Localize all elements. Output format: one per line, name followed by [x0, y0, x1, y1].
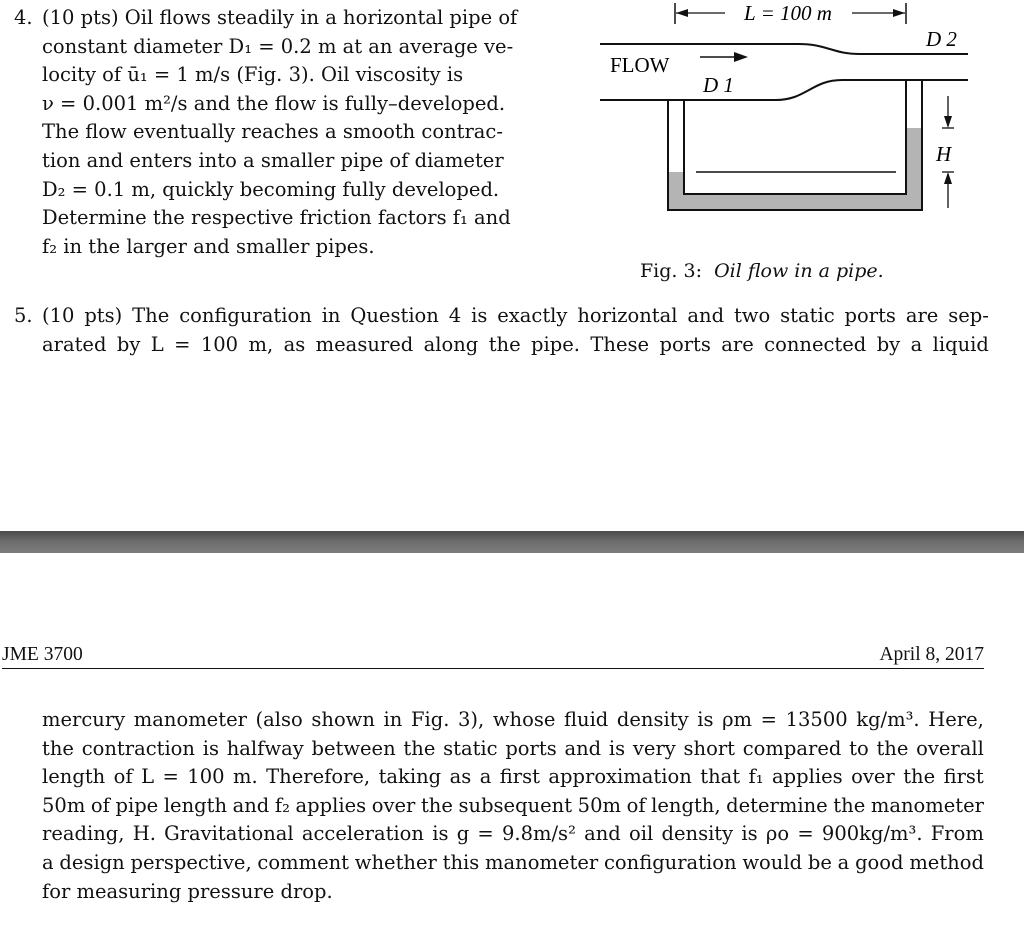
word: be	[807, 850, 832, 874]
word: and	[564, 736, 602, 760]
word: L	[150, 332, 164, 356]
word: oil	[629, 822, 654, 846]
q4-text-line: (10 pts) Oil flows steadily in a horizontal pipe of	[42, 6, 518, 29]
word: kg/m³.	[856, 708, 920, 731]
word: fluid	[564, 708, 609, 731]
word: applies	[772, 765, 843, 789]
word: taking	[378, 765, 442, 789]
word: compared	[742, 736, 842, 760]
word: applies	[295, 793, 367, 817]
word: in	[321, 304, 341, 327]
word: m.	[232, 765, 258, 789]
h-arrow-up-icon	[944, 172, 952, 184]
course-code: JME 3700	[2, 644, 83, 665]
word: manometer	[870, 793, 984, 817]
word: The	[132, 304, 170, 327]
word: =	[760, 708, 777, 731]
caption-text: Oil flow in a pipe.	[714, 260, 884, 282]
word: 100	[200, 332, 239, 356]
pipe-diagram-svg	[570, 0, 1010, 260]
word: in	[383, 708, 403, 731]
word: design	[59, 850, 125, 874]
word: (10	[42, 304, 75, 327]
q4-line	[14, 4, 544, 33]
word: Gravitational	[164, 822, 294, 846]
word: L	[141, 765, 155, 789]
word: pipe	[115, 793, 159, 817]
h-label: H	[936, 142, 952, 166]
word: exactly	[497, 304, 568, 327]
q4-number: 4.	[14, 6, 33, 29]
word: =	[162, 765, 179, 789]
word: length	[42, 765, 106, 789]
word: the	[42, 736, 74, 760]
word: horizontal	[577, 304, 678, 327]
word: the	[403, 736, 436, 760]
figure-caption	[640, 260, 884, 282]
word: ports	[844, 304, 896, 327]
paragraph-line	[42, 763, 984, 792]
word: halfway	[226, 736, 304, 760]
word: is	[432, 822, 449, 846]
figure-3-pipe-diagram	[570, 0, 1010, 264]
paragraph-line	[42, 849, 984, 878]
word: f₂	[274, 793, 290, 817]
word: the	[876, 736, 909, 760]
d2-label: D 2	[926, 27, 957, 51]
word: between	[311, 736, 396, 760]
word: of	[90, 793, 110, 817]
word: perspective,	[130, 850, 252, 874]
word: shown	[311, 708, 375, 731]
word: length,	[651, 793, 721, 817]
word: a	[837, 850, 850, 874]
word: and	[687, 304, 725, 327]
word: m,	[248, 332, 274, 356]
word: density	[661, 822, 734, 846]
word: 900kg/m³.	[821, 822, 923, 846]
word: two	[733, 304, 771, 327]
q4-line: f₂ in the larger and smaller pipes.	[42, 234, 375, 258]
word: mercury	[42, 708, 126, 731]
paragraph-line	[42, 735, 984, 764]
word: of	[113, 765, 133, 789]
word: a	[42, 850, 54, 874]
word: very	[632, 736, 676, 760]
word: ports	[505, 736, 557, 760]
word: short	[683, 736, 736, 760]
page-break-divider	[0, 531, 1024, 553]
word: by	[116, 332, 141, 356]
word: for measuring pressure drop.	[42, 879, 333, 903]
word: first	[943, 765, 984, 789]
word: the	[903, 765, 936, 789]
word: would	[742, 850, 803, 874]
word: density	[616, 708, 689, 731]
word: These	[590, 332, 650, 356]
manometer-inner-space	[684, 128, 906, 194]
word: that	[700, 765, 741, 789]
word: whether	[354, 850, 437, 874]
q4-line: D₂ = 0.1 m, quickly becoming fully developed.	[42, 177, 500, 201]
word: along	[423, 332, 479, 356]
q5-number: 5.	[14, 304, 33, 327]
word: measured	[315, 332, 414, 356]
word: 4	[448, 304, 462, 327]
word: are	[721, 332, 754, 356]
word: pts)	[84, 304, 123, 327]
word: a	[910, 332, 923, 356]
word: is	[608, 736, 626, 760]
word: is	[471, 304, 488, 327]
header-date: April 8, 2017	[879, 644, 984, 665]
word: configuration	[179, 304, 312, 327]
word: a	[479, 765, 492, 789]
word: the	[488, 332, 521, 356]
word: first	[499, 765, 540, 789]
word: subsequent	[458, 793, 573, 817]
word: is	[202, 736, 219, 760]
paragraph-line	[42, 792, 984, 821]
word: the	[833, 793, 866, 817]
q4-line: ν = 0.001 m²/s and the flow is fully–developed.	[42, 91, 506, 115]
word: length	[163, 793, 228, 817]
page-header	[2, 644, 984, 669]
word: by	[876, 332, 901, 356]
word: over	[851, 765, 895, 789]
pipe-bottom-wall	[600, 80, 968, 100]
flow-arrow-icon	[734, 52, 748, 62]
caption-prefix: Fig. 3:	[640, 260, 702, 282]
word: Fig.	[410, 708, 450, 731]
word: Therefore,	[266, 765, 371, 789]
word: acceleration	[301, 822, 424, 846]
word: 13500	[785, 708, 848, 731]
word: manometer	[133, 708, 247, 731]
word: H.	[132, 822, 156, 846]
word: 50m	[42, 793, 86, 817]
word: 100	[187, 765, 225, 789]
word: manometer	[485, 850, 599, 874]
paragraph-line	[42, 706, 984, 735]
word: 9.8m/s²	[501, 822, 576, 846]
word: are	[905, 304, 939, 327]
mercury-right-fill	[906, 128, 922, 210]
word: g	[456, 822, 470, 846]
word: =	[477, 822, 494, 846]
word: pipe.	[531, 332, 580, 356]
flow-label: FLOW	[610, 53, 670, 77]
paragraph-line	[42, 820, 984, 849]
question-5-continued	[42, 706, 984, 906]
word: ρm	[722, 708, 753, 731]
word: as	[283, 332, 306, 356]
question-5	[14, 302, 989, 359]
word: =	[174, 332, 191, 356]
word: Here,	[928, 708, 984, 731]
word: the	[420, 793, 453, 817]
word: whose	[492, 708, 556, 731]
word: good	[855, 850, 904, 874]
q5-line	[14, 331, 989, 360]
word: Question	[350, 304, 439, 327]
word: determine	[726, 793, 828, 817]
word: this	[442, 850, 480, 874]
paragraph-line	[42, 878, 984, 907]
q4-line: locity of ū₁ = 1 m/s (Fig. 3). Oil viscosity is	[42, 63, 464, 87]
word: over	[371, 793, 416, 817]
word: is	[741, 822, 758, 846]
word: overall	[916, 736, 984, 760]
word: liquid	[932, 332, 989, 356]
d1-label: D 1	[703, 73, 734, 97]
word: ports	[659, 332, 711, 356]
word: reading,	[42, 822, 125, 846]
dim-arrow-right-icon	[893, 9, 905, 17]
word: =	[797, 822, 814, 846]
word: sep-	[948, 304, 989, 327]
word: is	[697, 708, 714, 731]
word: of	[626, 793, 646, 817]
word: contraction	[81, 736, 195, 760]
q5-line	[42, 302, 989, 331]
word: to	[849, 736, 869, 760]
question-4	[14, 4, 544, 261]
word: (also	[255, 708, 303, 731]
word: method	[909, 850, 984, 874]
word: configuration	[603, 850, 737, 874]
h-arrow-down-icon	[944, 116, 952, 128]
q4-line: The flow eventually reaches a smooth contrac-	[42, 120, 503, 144]
word: and	[584, 822, 621, 846]
length-label: L = 100 m	[744, 1, 832, 25]
q4-line: Determine the respective friction factors f₁ and	[42, 206, 511, 230]
word: static	[780, 304, 835, 327]
word: and	[232, 793, 270, 817]
dim-arrow-left-icon	[676, 9, 688, 17]
word: f₁	[748, 765, 764, 789]
word: static	[443, 736, 498, 760]
word: approximation	[548, 765, 692, 789]
word: comment	[257, 850, 349, 874]
word: ρo	[765, 822, 790, 846]
q4-line: constant diameter D₁ = 0.2 m at an average ve-	[42, 34, 514, 58]
word: connected	[764, 332, 867, 356]
q4-line: tion and enters into a smaller pipe of diameter	[42, 148, 504, 172]
word: From	[930, 822, 984, 846]
word: 50m	[577, 793, 621, 817]
word: 3),	[458, 708, 485, 731]
word: as	[449, 765, 472, 789]
word: arated	[42, 332, 107, 356]
